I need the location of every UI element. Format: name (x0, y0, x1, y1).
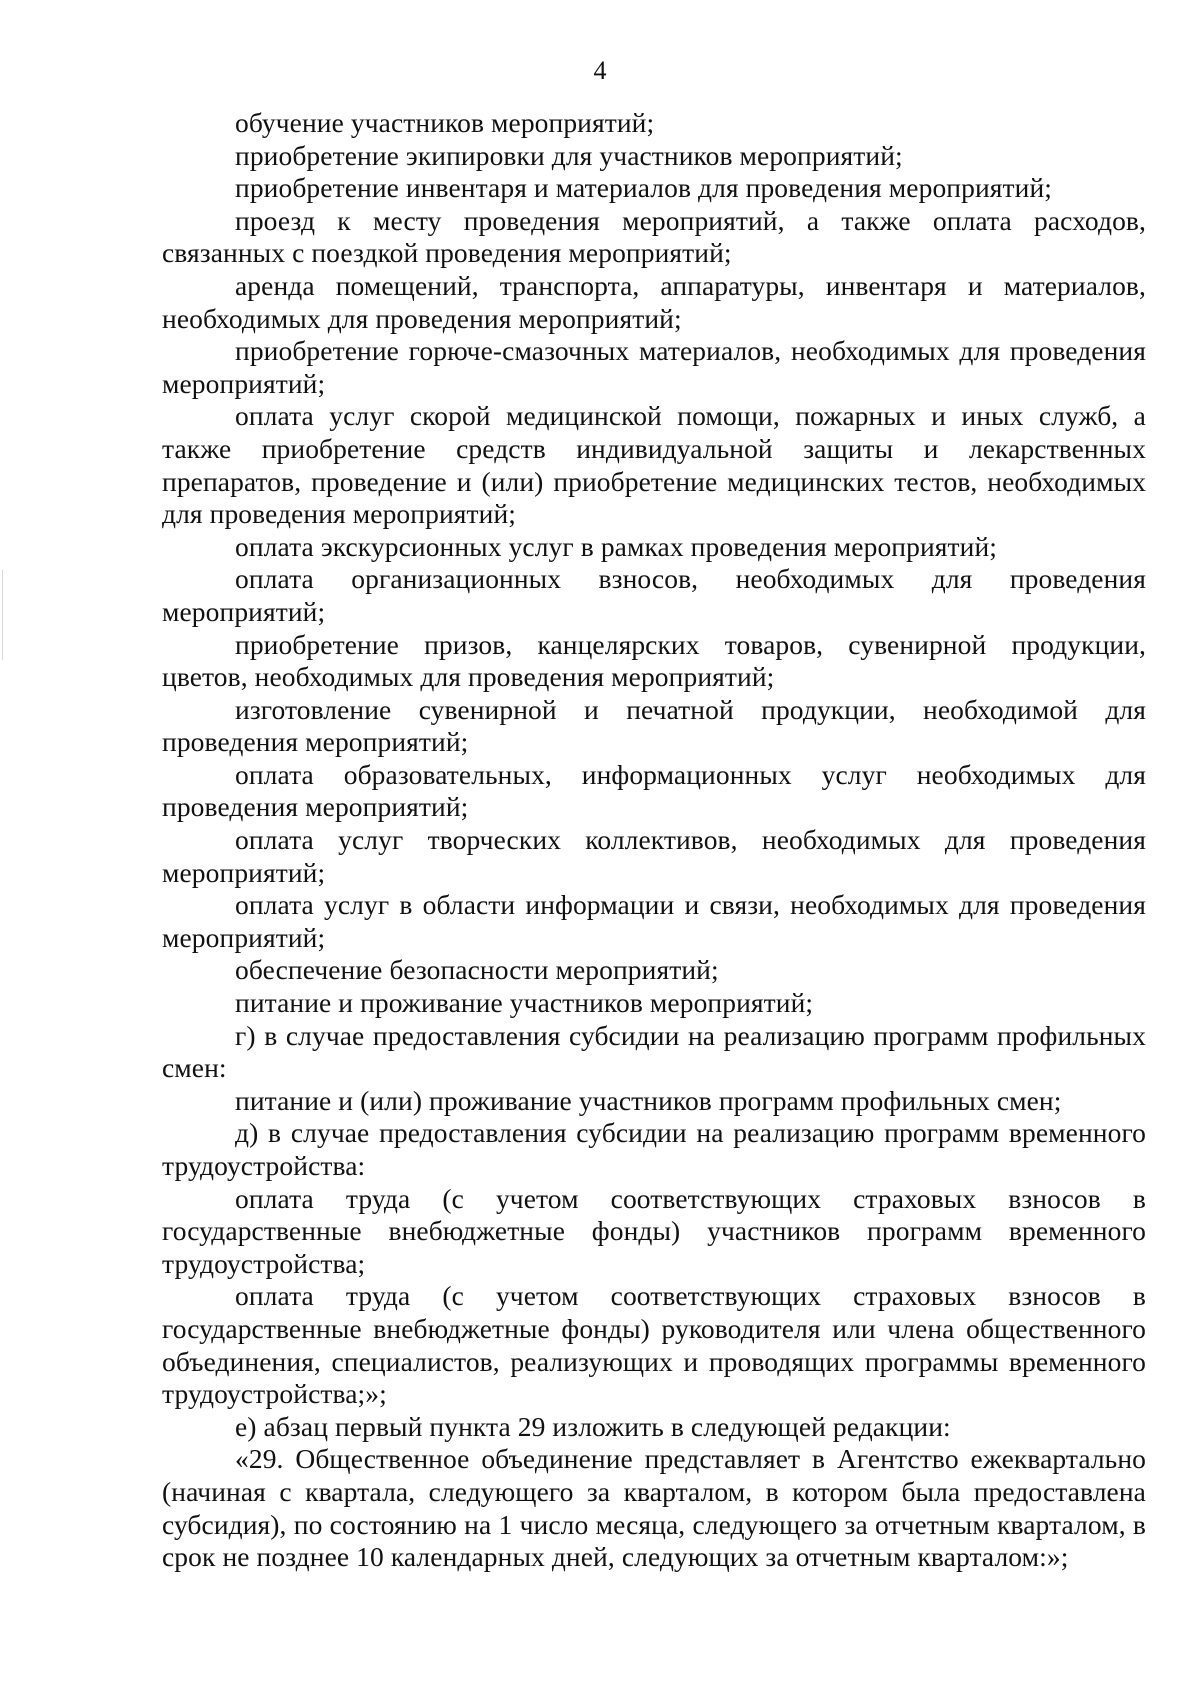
paragraph: приобретение горюче-смазочных материалов, необходимых для проведения мероприятий; (162, 335, 1146, 399)
paragraph: оплата услуг скорой медицинской помощи, пожарных и иных служб, а также приобретение средств индивидуальной защиты и лекарственных препаратов, проведение и (или) приобретение медицинских тестов, необходимых для проведения мероприятий; (162, 400, 1146, 530)
paragraph: оплата труда (с учетом соответствующих страховых взносов в государственные внебюджетные фонды) руководителя или члена общественного объединения, специалистов, реализующих и проводящих программы временного трудоустройства;»; (162, 1280, 1146, 1410)
paragraph: приобретение инвентаря и материалов для проведения мероприятий; (235, 172, 1053, 204)
paragraph: приобретение призов, канцелярских товаров, сувенирной продукции, цветов, необходимых для проведения мероприятий; (162, 628, 1146, 693)
paragraph: «29. Общественное объединение представляет в Агентство ежеквартально (начиная с квартала, следующего за кварталом, в котором была предоставлена субсидия), по состоянию на 1 число месяца, следующего за отчетным кварталом, в срок не позднее 10 календарных дней, следующих за отчетным кварталом:»; (162, 1443, 1146, 1573)
paragraph: г) в случае предоставления субсидии на реализацию программ профильных смен: (162, 1019, 1146, 1084)
paragraph: приобретение экипировки для участников мероприятий; (235, 139, 903, 171)
paragraph: д) в случае предоставления субсидии на реализацию программ временного трудоустройства: (162, 1117, 1146, 1181)
paragraph: проезд к месту проведения мероприятий, а также оплата расходов, связанных с поездкой проведения мероприятий; (162, 204, 1146, 269)
document-body (162, 107, 1146, 1574)
paragraph: оплата услуг творческих коллективов, необходимых для проведения мероприятий; (162, 824, 1146, 888)
paragraph: оплата организационных взносов, необходимых для проведения мероприятий; (162, 563, 1146, 627)
paragraph: е) абзац первый пункта 29 изложить в следующей редакции: (235, 1410, 951, 1442)
paragraph: изготовление сувенирной и печатной продукции, необходимой для проведения мероприятий; (162, 693, 1146, 758)
paragraph: оплата образовательных, информационных услуг необходимых для проведения мероприятий; (162, 758, 1146, 823)
paragraph: питание и проживание участников мероприятий; (235, 987, 814, 1019)
paragraph: оплата труда (с учетом соответствующих страховых взносов в государственные внебюджетные фонды) участников программ временного трудоустройства; (162, 1182, 1146, 1279)
paragraph: питание и (или) проживание участников программ профильных смен; (235, 1084, 1062, 1116)
paragraph: аренда помещений, транспорта, аппаратуры, инвентаря и материалов, необходимых для проведения мероприятий; (162, 269, 1146, 334)
paragraph: оплата услуг в области информации и связи, необходимых для проведения мероприятий; (162, 889, 1146, 953)
scan-edge-mark (2, 570, 3, 660)
paragraph: оплата экскурсионных услуг в рамках проведения мероприятий; (235, 530, 998, 562)
page-number: 4 (593, 56, 607, 85)
paragraph: обучение участников мероприятий; (235, 107, 655, 138)
paragraph: обеспечение безопасности мероприятий; (235, 954, 719, 986)
